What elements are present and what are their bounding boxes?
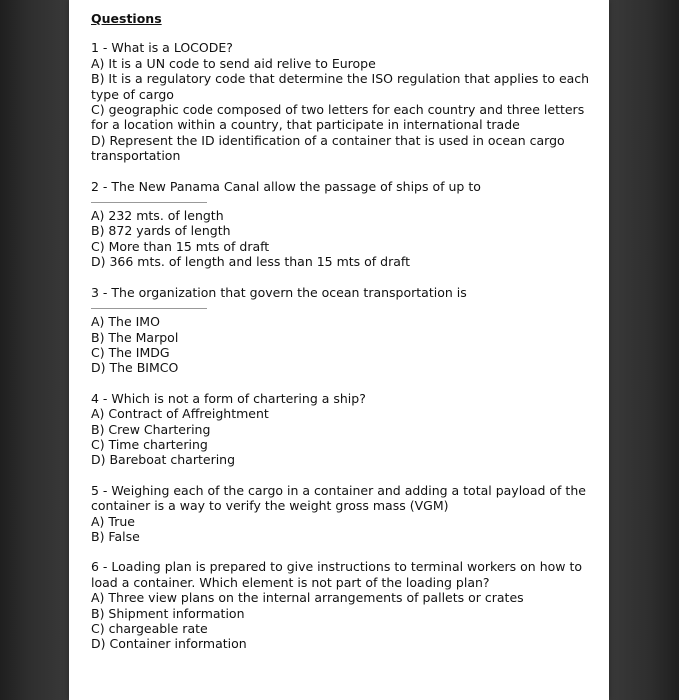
question-prompt: 2 - The New Panama Canal allow the passage of ships of up to bbox=[91, 178, 481, 194]
question-prompt: 6 - Loading plan is prepared to give instructions to terminal workers on how to load a container. Which element is not part of the loading plan? bbox=[91, 559, 583, 590]
question-prompt: 5 - Weighing each of the cargo in a container and adding a total payload of the container is a way to verify the weight gross mass (VGM) bbox=[91, 482, 586, 514]
answer-option: D) The BIMCO bbox=[91, 360, 179, 376]
question-5 bbox=[91, 483, 591, 545]
question-2 bbox=[91, 179, 591, 270]
question-3 bbox=[91, 285, 591, 376]
answer-option: A) It is a UN code to send aid relive to Europe bbox=[91, 55, 376, 71]
right-background bbox=[607, 0, 679, 700]
question-4 bbox=[91, 391, 591, 468]
answer-option: D) Represent the ID identification of a container that is used in ocean cargo transportation bbox=[91, 132, 565, 164]
answer-option: A) The IMO bbox=[91, 314, 160, 330]
answer-option: B) Shipment information bbox=[91, 605, 245, 621]
answer-option: C) More than 15 mts of draft bbox=[91, 238, 270, 254]
answer-option: A) Three view plans on the internal arrangements of pallets or crates bbox=[91, 590, 524, 606]
question-prompt: 4 - Which is not a form of chartering a ship? bbox=[91, 390, 366, 406]
answer-option: A) Contract of Affreightment bbox=[91, 406, 269, 422]
answer-option: B) False bbox=[91, 528, 140, 544]
left-background bbox=[0, 0, 72, 700]
answer-option: B) 872 yards of length bbox=[91, 223, 231, 239]
answer-option: B) Crew Chartering bbox=[91, 421, 211, 437]
question-6 bbox=[91, 559, 591, 651]
document-page bbox=[69, 0, 609, 700]
answer-blank-line bbox=[91, 202, 207, 203]
page-title: Questions bbox=[91, 11, 162, 26]
answer-option: B) The Marpol bbox=[91, 329, 179, 345]
answer-option: D) Bareboat chartering bbox=[91, 452, 236, 468]
answer-option: D) Container information bbox=[91, 636, 247, 652]
answer-option: C) The IMDG bbox=[91, 344, 170, 360]
answer-option: A) 232 mts. of length bbox=[91, 208, 224, 224]
answer-option: C) chargeable rate bbox=[91, 621, 208, 636]
answer-blank-line bbox=[91, 308, 207, 309]
answer-option: B) It is a regulatory code that determine the ISO regulation that applies to each type of cargo bbox=[91, 71, 590, 102]
answer-option: D) 366 mts. of length and less than 15 mts of draft bbox=[91, 254, 410, 270]
document-content bbox=[91, 11, 591, 667]
answer-option: C) geographic code composed of two letters for each country and three letters for a location within a country, that participate in international trade bbox=[91, 102, 585, 133]
answer-option: C) Time chartering bbox=[91, 436, 208, 452]
question-prompt: 1 - What is a LOCODE? bbox=[91, 40, 233, 56]
question-prompt: 3 - The organization that govern the ocean transportation is bbox=[91, 284, 467, 300]
question-1 bbox=[91, 40, 591, 163]
answer-option: A) True bbox=[91, 513, 135, 529]
